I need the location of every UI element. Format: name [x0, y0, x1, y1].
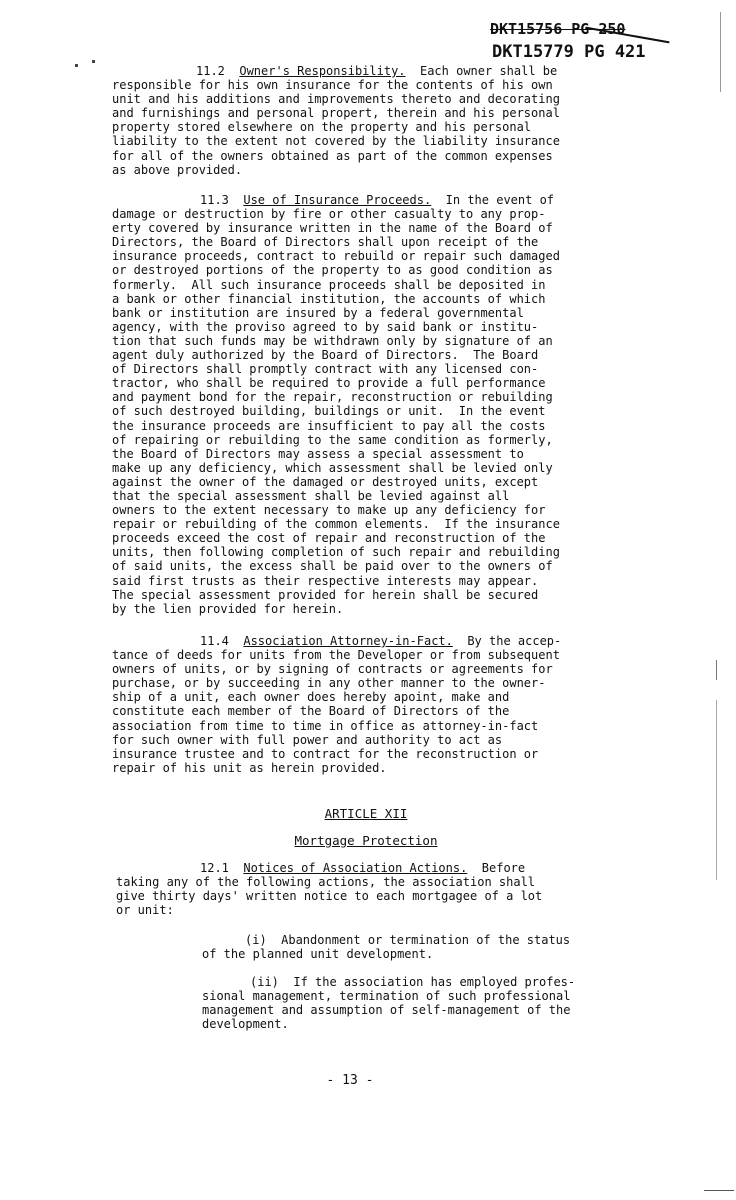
text-line: by the lien provided for herein. [112, 601, 344, 616]
section-text: In the event of [431, 193, 555, 207]
text-line: proceeds exceed the cost of repair and reconstruction of the [112, 531, 546, 546]
item-first-line [202, 933, 642, 947]
text-line: as above provided. [112, 162, 243, 177]
item-label: (ii) [250, 975, 279, 989]
section-heading: Use of Insurance Proceeds. [243, 193, 432, 207]
text-line: formerly. All such insurance proceeds shall be deposited in [112, 277, 546, 292]
text-line: taking any of the following actions, the association shall [116, 875, 536, 890]
section-text: By the accep- [452, 634, 562, 648]
section-11-4 [112, 634, 642, 775]
text-line: a bank or other financial institution, the accounts of which [112, 291, 546, 306]
article-title: ARTICLE XII [324, 806, 408, 821]
list-item-ii [202, 975, 642, 1031]
article-subtitle: Mortgage Protection [294, 833, 438, 848]
text-line: Directors, the Board of Directors shall upon receipt of the [112, 235, 539, 250]
text-line: give thirty days' written notice to each mortgagee of a lot [116, 889, 543, 904]
section-number: 11.2 [196, 64, 225, 78]
text-line: for all of the owners obtained as part of the common expenses [112, 148, 553, 163]
text-line: constitute each member of the Board of Directors of the [112, 704, 510, 719]
item-first-line [202, 975, 642, 989]
text-line: liability to the extent not covered by the liability insurance [112, 134, 560, 149]
section-number: 12.1 [200, 861, 229, 875]
text-line: and furnishings and personal propert, therein and his personal [112, 106, 560, 121]
section-first-line [112, 634, 642, 648]
section-first-line [112, 193, 642, 207]
text-line: insurance trustee and to contract for the reconstruction or [112, 746, 539, 761]
section-heading: Association Attorney-in-Fact. [243, 634, 453, 648]
item-text: Abandonment or termination of the status [266, 933, 571, 947]
text-line: owners of units, or by signing of contracts or agreements for [112, 662, 553, 677]
section-first-line [112, 64, 642, 78]
text-line: management and assumption of self-management of the [202, 1003, 571, 1018]
section-first-line [116, 861, 646, 875]
text-line: tractor, who shall be required to provide a full performance [112, 376, 546, 391]
section-12-1 [116, 861, 646, 917]
text-line: the insurance proceeds are insufficient to pay all the costs [112, 418, 546, 433]
text-line: units, then following completion of such repair and rebuilding [112, 545, 560, 560]
text-line: said first trusts as their respective interests may appear. [112, 573, 539, 588]
text-line: or unit: [116, 903, 174, 918]
text-line: purchase, or by succeeding in any other manner to the owner- [112, 676, 546, 691]
scan-edge-line [720, 12, 721, 92]
section-text: Each owner shall be [405, 64, 558, 78]
scan-edge-line [716, 700, 717, 880]
text-line: sional management, termination of such professional [202, 989, 571, 1004]
text-line: of repairing or rebuilding to the same condition as formerly, [112, 432, 553, 447]
text-line: development. [202, 1017, 289, 1032]
text-line: against the owner of the damaged or destroyed units, except [112, 474, 539, 489]
text-line: or destroyed portions of the property to as good condition as [112, 263, 553, 278]
list-item-i [202, 933, 642, 961]
section-11-2 [112, 64, 642, 177]
text-line: erty covered by insurance written in the name of the Board of [112, 221, 553, 236]
recording-stamp-old: DKT15756 PG 250 [490, 20, 626, 38]
text-line: the Board of Directors may assess a special assessment to [112, 446, 524, 461]
recording-stamp-new: DKT15779 PG 421 [492, 42, 646, 62]
text-line: association from time to time in office as attorney-in-fact [112, 718, 539, 733]
section-11-3 [112, 193, 642, 616]
text-line: damage or destruction by fire or other casualty to any prop- [112, 207, 546, 222]
text-line: bank or institution are insured by a federal governmental [112, 305, 524, 320]
text-line: repair of his unit as herein provided. [112, 760, 387, 775]
scan-edge-line [716, 660, 717, 680]
text-line: owners to the extent necessary to make up any deficiency for [112, 503, 546, 518]
section-heading: Notices of Association Actions. [243, 861, 468, 875]
text-line: for such owner with full power and authority to act as [112, 732, 503, 747]
scan-dot [75, 64, 78, 67]
text-line: that the special assessment shall be levied against all [112, 488, 510, 503]
text-line: and payment bond for the repair, reconstruction or rebuilding [112, 390, 553, 405]
text-line: insurance proceeds, contract to rebuild or repair such damaged [112, 249, 560, 264]
text-line: of said units, the excess shall be paid over to the owners of [112, 559, 553, 574]
text-line: unit and his additions and improvements thereto and decorating [112, 92, 560, 107]
text-line: tance of deeds for units from the Developer or from subsequent [112, 648, 560, 663]
text-line: make up any deficiency, which assessment shall be levied only [112, 460, 553, 475]
text-line: agent duly authorized by the Board of Directors. The Board [112, 348, 539, 363]
item-text: If the association has employed profes- [278, 975, 576, 989]
item-label: (i) [245, 933, 267, 947]
text-line: of Directors shall promptly contract with any licensed con- [112, 362, 539, 377]
text-line: repair or rebuilding of the common elements. If the insurance [112, 517, 560, 532]
text-line: tion that such funds may be withdrawn only by signature of an [112, 333, 553, 348]
text-line: ship of a unit, each owner does hereby apoint, make and [112, 690, 510, 705]
section-heading: Owner's Responsibility. [239, 64, 406, 78]
text-line: responsible for his own insurance for the contents of his own [112, 78, 553, 93]
text-line: of such destroyed building, buildings or unit. In the event [112, 404, 546, 419]
section-number: 11.3 [200, 193, 229, 207]
section-number: 11.4 [200, 634, 229, 648]
text-line: agency, with the proviso agreed to by said bank or institu- [112, 319, 539, 334]
section-text: Before [467, 861, 526, 875]
text-line: property stored elsewhere on the property and his personal [112, 120, 532, 135]
page-number: - 13 - [326, 1073, 374, 1088]
text-line: of the planned unit development. [202, 947, 434, 962]
scan-edge-line [704, 1190, 734, 1191]
text-line: The special assessment provided for herein shall be secured [112, 587, 539, 602]
scan-dot [92, 60, 95, 63]
